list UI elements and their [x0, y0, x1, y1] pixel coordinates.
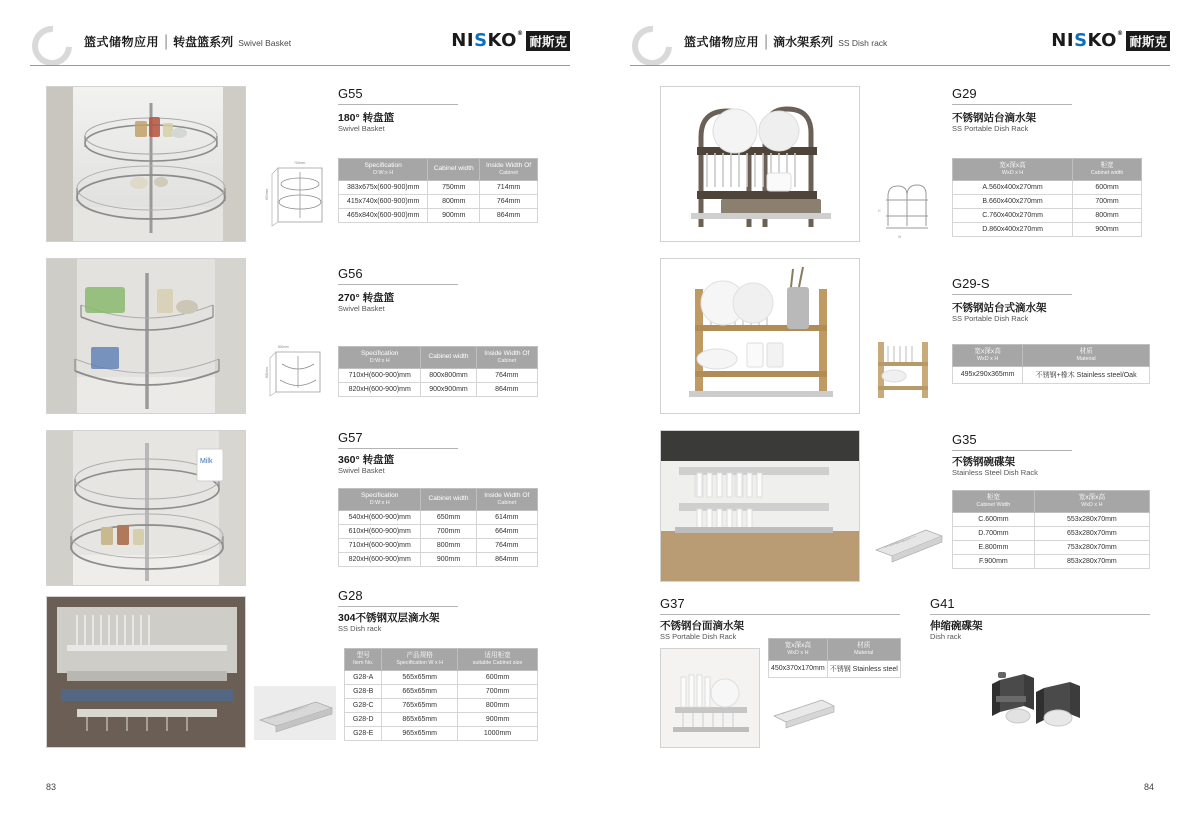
product-name-cn-g57: 360° 转盘篮: [338, 454, 395, 466]
table-header-cell: Cabinet width: [421, 347, 476, 369]
product-code-g37: G37: [660, 596, 685, 611]
table-row: [953, 554, 1150, 568]
table-cell: 900mm: [428, 208, 480, 222]
product-code-g55: G55: [338, 86, 363, 101]
table-header-cell: Inside Width Of Cabinet: [476, 347, 537, 369]
table-row: [345, 698, 538, 712]
table-header-cell: 宽x深x高 WxD x H: [953, 345, 1023, 367]
header-titles: 篮式储物应用 | 转盘篮系列 Swivel Basket: [84, 33, 292, 50]
table-row: [339, 368, 538, 382]
svg-text:H: H: [878, 209, 881, 213]
spec-table-g55: [338, 158, 538, 223]
svg-text:650mm: 650mm: [265, 188, 269, 200]
photo-art-g55: [47, 87, 245, 241]
spec-table-g56: [338, 346, 538, 397]
product-rule-g29: [952, 104, 1072, 105]
svg-text:W: W: [898, 235, 902, 239]
table-cell: 540xH(600-900)mm: [339, 510, 421, 524]
table-cell: 800mm: [428, 194, 480, 208]
table-cell: 800mm: [458, 698, 538, 712]
table-cell: 714mm: [480, 180, 538, 194]
table-header-cell: Specification D:W:x H: [339, 347, 421, 369]
product-name-en-g28: SS Dish rack: [338, 624, 382, 633]
spec-table-g57: [338, 488, 538, 567]
product-rule-g28: [338, 606, 458, 607]
table-row: [769, 660, 901, 677]
table-row: [345, 712, 538, 726]
table-cell: 864mm: [480, 208, 538, 222]
product-photo-g57: [46, 430, 246, 586]
table-cell: 495x290x365mm: [953, 366, 1023, 383]
table-cell: C.760x400x270mm: [953, 208, 1073, 222]
table-cell: 614mm: [476, 510, 537, 524]
table-cell: 820xH(600-900)mm: [339, 382, 421, 396]
table-cell: 750mm: [428, 180, 480, 194]
product-name-en-g35: Stainless Steel Dish Rack: [952, 468, 1038, 477]
table-header-cell: Inside Width Of Cabinet: [476, 489, 537, 511]
product-name-en-g29: SS Portable Dish Rack: [952, 124, 1029, 133]
product-code-g56: G56: [338, 266, 363, 281]
table-cell: A.560x400x270mm: [953, 180, 1073, 194]
product-code-g28: G28: [338, 588, 363, 603]
table-header-cell: Cabinet width: [428, 159, 480, 181]
spec-table-g35: [952, 490, 1150, 569]
table-cell: 415x740x(600-900)mm: [339, 194, 428, 208]
product-name-cn-g28: 304不锈钢双层滴水架: [338, 612, 440, 624]
table-cell: G28-D: [345, 712, 382, 726]
line-drawing-g29s: [868, 330, 940, 408]
table-cell: 700mm: [1073, 194, 1142, 208]
table-row: [953, 540, 1150, 554]
product-rule-g55: [338, 104, 458, 105]
table-row: [953, 180, 1142, 194]
table-cell: 965x65mm: [382, 726, 458, 740]
table-cell: 800mm: [421, 538, 476, 552]
product-photo-g55: [46, 86, 246, 242]
table-cell: C.600mm: [953, 512, 1035, 526]
page-number-right: 84: [1143, 782, 1154, 792]
header-series-cn: 滴水架系列: [773, 35, 834, 49]
table-cell: 553x280x70mm: [1034, 512, 1149, 526]
table-row: [339, 180, 538, 194]
line-drawing-g29: [876, 176, 938, 240]
table-cell: B.660x400x270mm: [953, 194, 1073, 208]
product-rule-g56: [338, 284, 458, 285]
product-photo-g29s: [660, 258, 860, 414]
table-cell: 853x280x70mm: [1034, 554, 1149, 568]
table-row: [339, 382, 538, 396]
page-header-left: [30, 24, 570, 68]
svg-text:Milk: Milk: [200, 458, 213, 465]
product-rule-g35: [952, 450, 1072, 451]
photo-art-g41: [982, 660, 1102, 748]
table-header-cell: 材质 Material: [1023, 345, 1150, 367]
header-divider: [30, 65, 570, 66]
table-cell: 800mm: [1073, 208, 1142, 222]
product-rule-g41: [930, 614, 1150, 615]
table-cell: 不锈钢 Stainless steel: [827, 660, 900, 677]
product-photo-g56: [46, 258, 246, 414]
product-name-en-g41: Dish rack: [930, 632, 962, 641]
product-name-cn-g41: 伸缩碗碟架: [930, 620, 983, 632]
table-cell: 764mm: [476, 368, 537, 382]
header-series-en: SS Dish rack: [838, 38, 888, 48]
photo-art-g56: [47, 259, 245, 413]
table-header-cell: 材质 Material: [827, 639, 900, 661]
table-cell: 665x65mm: [382, 684, 458, 698]
svg-text:800mm: 800mm: [265, 367, 269, 378]
photo-art-g29: [661, 87, 859, 241]
table-cell: 600mm: [458, 670, 538, 684]
table-row: [953, 222, 1142, 236]
spec-table-g37: [768, 638, 901, 678]
table-cell: D.700mm: [953, 526, 1035, 540]
table-cell: 450x370x170mm: [769, 660, 828, 677]
product-code-g35: G35: [952, 432, 977, 447]
product-name-en-g37: SS Portable Dish Rack: [660, 632, 737, 641]
product-name-en-g56: Swivel Basket: [338, 304, 385, 313]
header-series-cn: 转盘篮系列: [173, 35, 234, 49]
table-cell: 383x675x(600-900)mm: [339, 180, 428, 194]
brand-logo-cn: 耐斯克: [526, 31, 570, 51]
table-cell: 465x840x(600-900)mm: [339, 208, 428, 222]
table-row: [339, 208, 538, 222]
table-row: [339, 552, 538, 566]
page-right: [600, 0, 1200, 820]
table-header-cell: Specification D:W:x H: [339, 489, 421, 511]
photo-art-g29s: [661, 259, 859, 413]
product-name-cn-g29s: 不锈钢站台式滴水架: [952, 302, 1047, 314]
table-cell: 650mm: [421, 510, 476, 524]
table-row: [345, 670, 538, 684]
product-name-en-g55: Swivel Basket: [338, 124, 385, 133]
table-cell: 565x65mm: [382, 670, 458, 684]
table-header-cell: 产品规格 Specification W x H: [382, 649, 458, 671]
header-category: 篮式储物应用: [84, 35, 160, 49]
table-cell: 700mm: [421, 524, 476, 538]
table-cell: 764mm: [480, 194, 538, 208]
brand-logo-cn: 耐斯克: [1126, 31, 1170, 51]
product-name-en-g57: Swivel Basket: [338, 466, 385, 475]
line-drawing-g37: [768, 686, 838, 736]
table-row: [953, 366, 1150, 383]
table-cell: 1000mm: [458, 726, 538, 740]
table-cell: 710xH(600-900)mm: [339, 538, 421, 552]
product-name-cn-g37: 不锈钢台面滴水架: [660, 620, 744, 632]
table-cell: F.900mm: [953, 554, 1035, 568]
photo-art-g35: [661, 431, 859, 581]
table-row: [953, 194, 1142, 208]
table-cell: G28-A: [345, 670, 382, 684]
table-cell: 900mm: [458, 712, 538, 726]
table-row: [339, 510, 538, 524]
product-name-en-g29s: SS Portable Dish Rack: [952, 314, 1029, 323]
table-cell: 765x65mm: [382, 698, 458, 712]
product-code-g29s: G29-S: [952, 276, 990, 291]
photo-art-g37: [661, 649, 759, 747]
header-titles: 篮式储物应用 | 滴水架系列 SS Dish rack: [684, 33, 888, 50]
table-header-cell: Inside Width Of Cabinet: [480, 159, 538, 181]
table-row: [339, 524, 538, 538]
table-cell: G28-E: [345, 726, 382, 740]
product-name-cn-g56: 270° 转盘篮: [338, 292, 395, 304]
table-cell: 900mm: [1073, 222, 1142, 236]
spec-table-g28: [344, 648, 538, 741]
table-header-cell: 型号 Item No.: [345, 649, 382, 671]
table-cell: 900x900mm: [421, 382, 476, 396]
table-cell: 653x280x70mm: [1034, 526, 1149, 540]
brand-logo-text: NISKO®: [451, 30, 524, 51]
table-row: [953, 208, 1142, 222]
product-code-g41: G41: [930, 596, 955, 611]
table-row: [345, 726, 538, 740]
product-name-cn-g29: 不锈钢站台滴水架: [952, 112, 1036, 124]
photo-art-g57: [47, 431, 245, 585]
brand-logo-text: NISKO®: [1051, 30, 1124, 51]
table-cell: 710xH(600-900)mm: [339, 368, 421, 382]
table-cell: 864mm: [476, 382, 537, 396]
product-photo-g37: [660, 648, 760, 748]
brand-logo: [1051, 30, 1170, 51]
header-divider: [630, 65, 1170, 66]
table-row: [953, 526, 1150, 540]
table-cell: 600mm: [1073, 180, 1142, 194]
svg-text:800mm: 800mm: [278, 345, 289, 349]
table-header-cell: Specification D:W:x H: [339, 159, 428, 181]
product-photo-g28: [46, 596, 246, 748]
product-name-cn-g55: 180° 转盘篮: [338, 112, 395, 124]
table-header-cell: Cabinet width: [421, 489, 476, 511]
table-cell: 610xH(600-900)mm: [339, 524, 421, 538]
photo-art-g28: [47, 597, 245, 747]
product-code-g57: G57: [338, 430, 363, 445]
product-name-cn-g35: 不锈钢碗碟架: [952, 456, 1015, 468]
product-photo-g35: [660, 430, 860, 582]
table-header-cell: 适用柜宽 suitable Cabinet size: [458, 649, 538, 671]
table-row: [339, 194, 538, 208]
table-cell: 764mm: [476, 538, 537, 552]
table-cell: 864mm: [476, 552, 537, 566]
table-header-cell: 宽x深x高 WxD x H: [953, 159, 1073, 181]
table-cell: 865x65mm: [382, 712, 458, 726]
product-photo-g41: [982, 660, 1102, 748]
line-drawing-g28: [254, 686, 336, 740]
table-cell: 820xH(600-900)mm: [339, 552, 421, 566]
table-cell: 不锈钢+橡木 Stainless steel/Oak: [1023, 366, 1150, 383]
page-number-left: 83: [46, 782, 57, 792]
table-cell: E.800mm: [953, 540, 1035, 554]
line-drawing-g35: [870, 516, 946, 576]
table-cell: D.860x400x270mm: [953, 222, 1073, 236]
table-header-cell: 柜宽 Cabinet Width: [953, 491, 1035, 513]
table-row: [339, 538, 538, 552]
spec-table-g29s: [952, 344, 1150, 384]
product-rule-g29s: [952, 294, 1072, 295]
table-cell: G28-B: [345, 684, 382, 698]
header-series-en: Swivel Basket: [238, 38, 292, 48]
table-cell: 753x280x70mm: [1034, 540, 1149, 554]
spec-table-g29: [952, 158, 1142, 237]
header-category: 篮式储物应用: [684, 35, 760, 49]
product-photo-g29: [660, 86, 860, 242]
product-code-g29: G29: [952, 86, 977, 101]
table-cell: 900mm: [421, 552, 476, 566]
line-drawing-g56: [264, 338, 330, 402]
table-header-cell: 宽x深x高 WxD x H: [769, 639, 828, 661]
table-header-cell: 柜宽 Cabinet width: [1073, 159, 1142, 181]
table-row: [345, 684, 538, 698]
table-cell: G28-C: [345, 698, 382, 712]
table-row: [953, 512, 1150, 526]
product-rule-g57: [338, 448, 458, 449]
table-cell: 664mm: [476, 524, 537, 538]
svg-text:700mm: 700mm: [294, 161, 306, 165]
page-header-right: [630, 24, 1170, 68]
table-cell: 700mm: [458, 684, 538, 698]
table-header-cell: 宽x深x高 WxD x H: [1034, 491, 1149, 513]
brand-logo: [451, 30, 570, 51]
product-rule-g37: [660, 614, 900, 615]
line-drawing-g55: [264, 156, 330, 232]
table-cell: 800x800mm: [421, 368, 476, 382]
